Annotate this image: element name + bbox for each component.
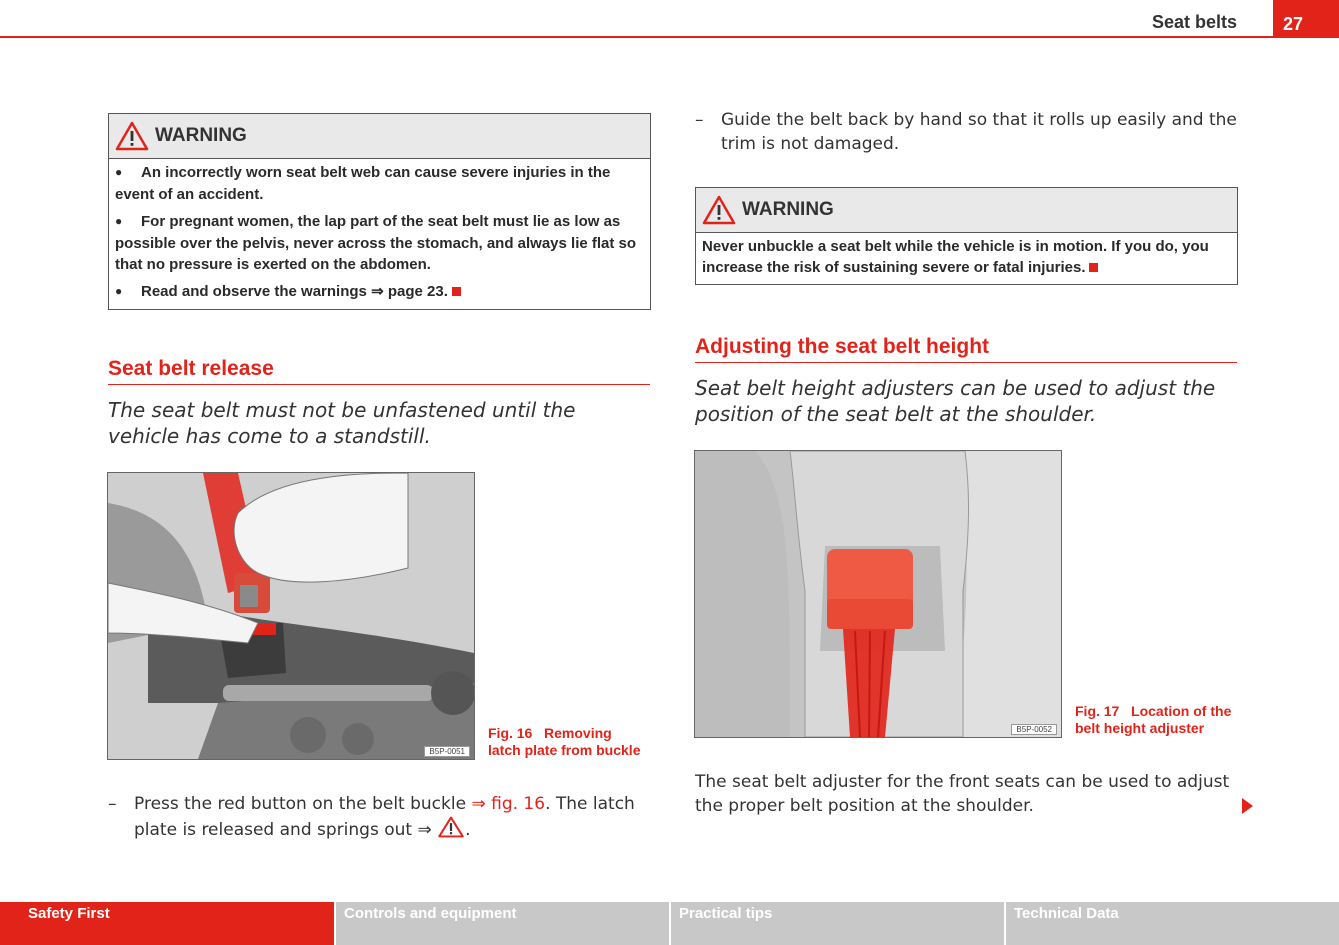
warning-triangle-icon	[702, 195, 736, 225]
figure-17-caption	[1075, 703, 1235, 737]
warning-triangle-icon	[115, 121, 149, 151]
lead-text-right: Seat belt height adjusters can be used to adjust the position of the seat belt at the shoulder.	[695, 376, 1216, 426]
figure-code: B5P-0051	[424, 746, 470, 757]
warning-header	[696, 188, 1237, 233]
warning-box-right	[695, 187, 1238, 285]
bullet-icon	[115, 162, 141, 184]
figure-16-caption	[488, 725, 648, 759]
section-title: Seat belts	[1151, 12, 1237, 32]
dash: –	[108, 794, 117, 814]
warning-body	[109, 159, 650, 309]
footer-tab-practical-tips[interactable]: Practical tips	[671, 902, 1004, 945]
warning-header	[109, 114, 650, 159]
warning-box-left	[108, 113, 651, 310]
figure-code: B5P-0052	[1011, 724, 1057, 735]
end-marker-icon	[1089, 263, 1098, 272]
heading-seat-belt-release: Seat belt release	[108, 357, 650, 385]
warning-triangle-icon[interactable]	[437, 816, 465, 838]
fig-ref-arrow: ⇒	[471, 794, 486, 814]
page-number: 27	[1273, 0, 1339, 38]
warning-label: WARNING	[742, 199, 834, 220]
warning-item: ●For pregnant women, the lap part of the seat belt must lie as low as possible over the pelvis, never across the stomach, and always lie flat so that no pressure is exerted on the abdomen.	[115, 211, 644, 275]
footer-tab-safety-first[interactable]: Safety First	[0, 902, 334, 945]
caption-text: Removing latch plate from buckle	[488, 725, 641, 758]
belt-height-adjuster-illustration	[695, 451, 1061, 737]
warning-ref-arrow: ⇒	[417, 820, 432, 840]
seat-belt-buckle-illustration	[108, 473, 474, 759]
heading-adjusting-height: Adjusting the seat belt height	[695, 335, 1237, 363]
figure-17	[694, 450, 1062, 738]
next-page-arrow-icon[interactable]	[1242, 798, 1253, 814]
step-guide-belt: – Guide the belt back by hand so that it rolls up easily and the trim is not damaged.	[695, 110, 1237, 154]
footer-tab-controls[interactable]: Controls and equipment	[336, 902, 669, 945]
fig-16-link[interactable]: fig. 16	[491, 794, 546, 814]
footer-tab-technical-data[interactable]: Technical Data	[1006, 902, 1339, 945]
end-marker-icon	[452, 287, 461, 296]
ref-arrow: ⇒	[371, 283, 384, 300]
bullet-icon	[115, 281, 141, 303]
figure-16	[107, 472, 475, 760]
warning-item: ●Read and observe the warnings ⇒ page 23.	[115, 281, 644, 303]
dash: –	[695, 110, 704, 130]
bullet-icon	[115, 211, 141, 233]
lead-text-left: The seat belt must not be unfastened until the vehicle has come to a standstill.	[108, 398, 576, 448]
caption-number: Fig. 16	[488, 725, 533, 741]
page-ref-link[interactable]: page 23.	[387, 283, 448, 300]
warning-item: ●An incorrectly worn seat belt web can cause severe injuries in the event of an accident.	[115, 162, 644, 205]
warning-body: Never unbuckle a seat belt while the vehicle is in motion. If you do, you increase the risk of sustaining severe or fatal injuries.	[702, 238, 1209, 276]
caption-number: Fig. 17	[1075, 703, 1120, 719]
header-rule	[0, 36, 1339, 38]
step-press-button: – Press the red button on the belt buckle ⇒ fig. 16. The latch plate is released and springs out ⇒ .	[108, 794, 635, 840]
caption-text: Location of the belt height adjuster	[1075, 703, 1232, 736]
body-text-right: The seat belt adjuster for the front seats can be used to adjust the proper belt position at the shoulder.	[695, 772, 1230, 816]
warning-label: WARNING	[155, 125, 247, 146]
